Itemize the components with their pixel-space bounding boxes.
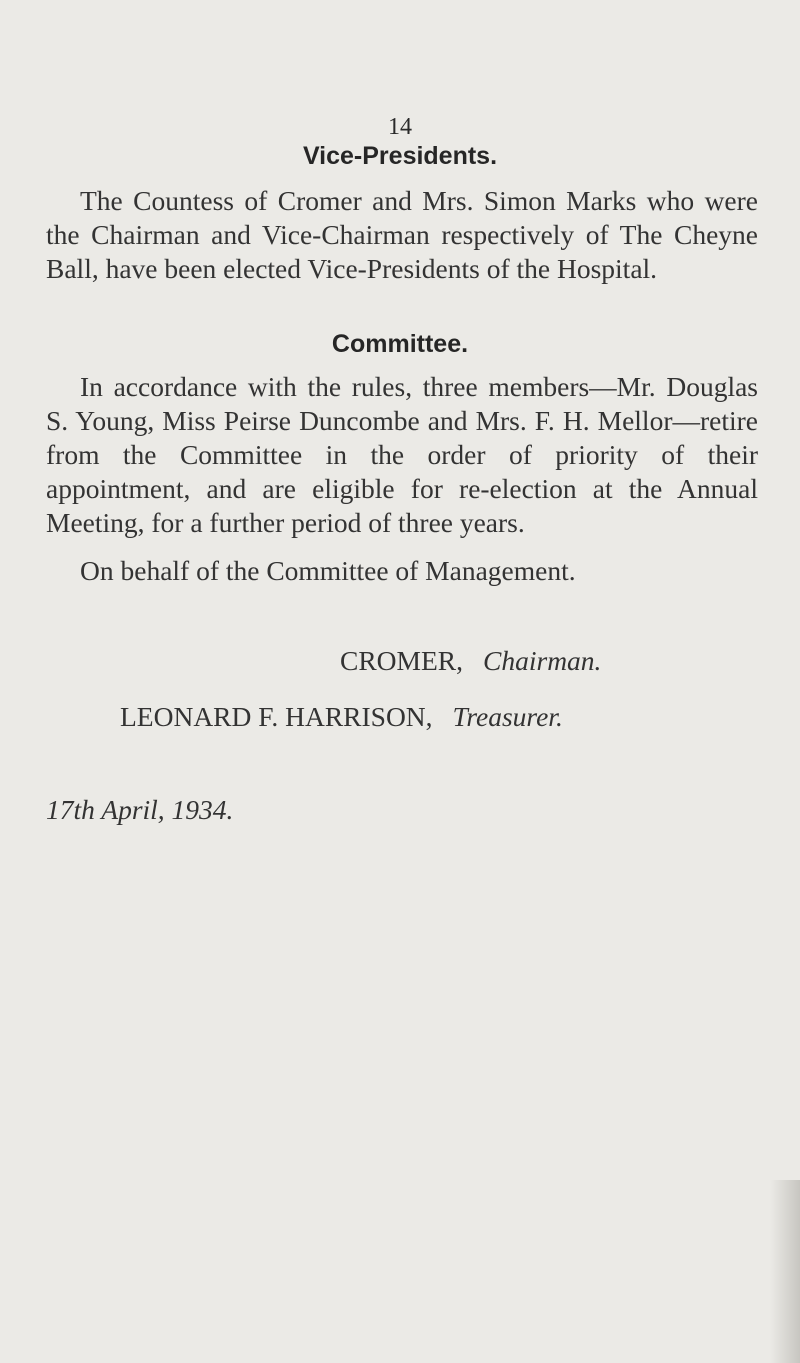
vice-presidents-heading: Vice-Presidents. (302, 142, 498, 170)
page-number: 14 (388, 114, 412, 140)
committee-paragraph: In accordance with the rules, three members—Mr. Douglas S. Young, Miss Peirse Duncombe and Mrs. F. H. Mellor—retire from the Committee in the order of priority of their appointment, and are eligible for re-election at the Annual Meeting, for a further period of three years. (46, 371, 758, 538)
page-edge-shadow (770, 1180, 800, 1363)
committee-heading: Committee. (331, 330, 469, 358)
chairman-signature (340, 644, 601, 678)
chairman-title: Chairman. (483, 645, 602, 676)
report-date: 17th April, 1934. (46, 794, 234, 825)
behalf-line: On behalf of the Committee of Management. (80, 555, 576, 586)
treasurer-name: LEONARD F. HARRISON, (120, 701, 433, 732)
chairman-name: CROMER, (340, 645, 464, 676)
treasurer-title: Treasurer. (452, 701, 563, 732)
vice-presidents-paragraph: The Countess of Cromer and Mrs. Simon Marks who were the Chairman and Vice-Chairman respectively of The Cheyne Ball, have been elected Vice-Presidents of the Hospital. (46, 185, 758, 284)
treasurer-signature (120, 700, 563, 734)
